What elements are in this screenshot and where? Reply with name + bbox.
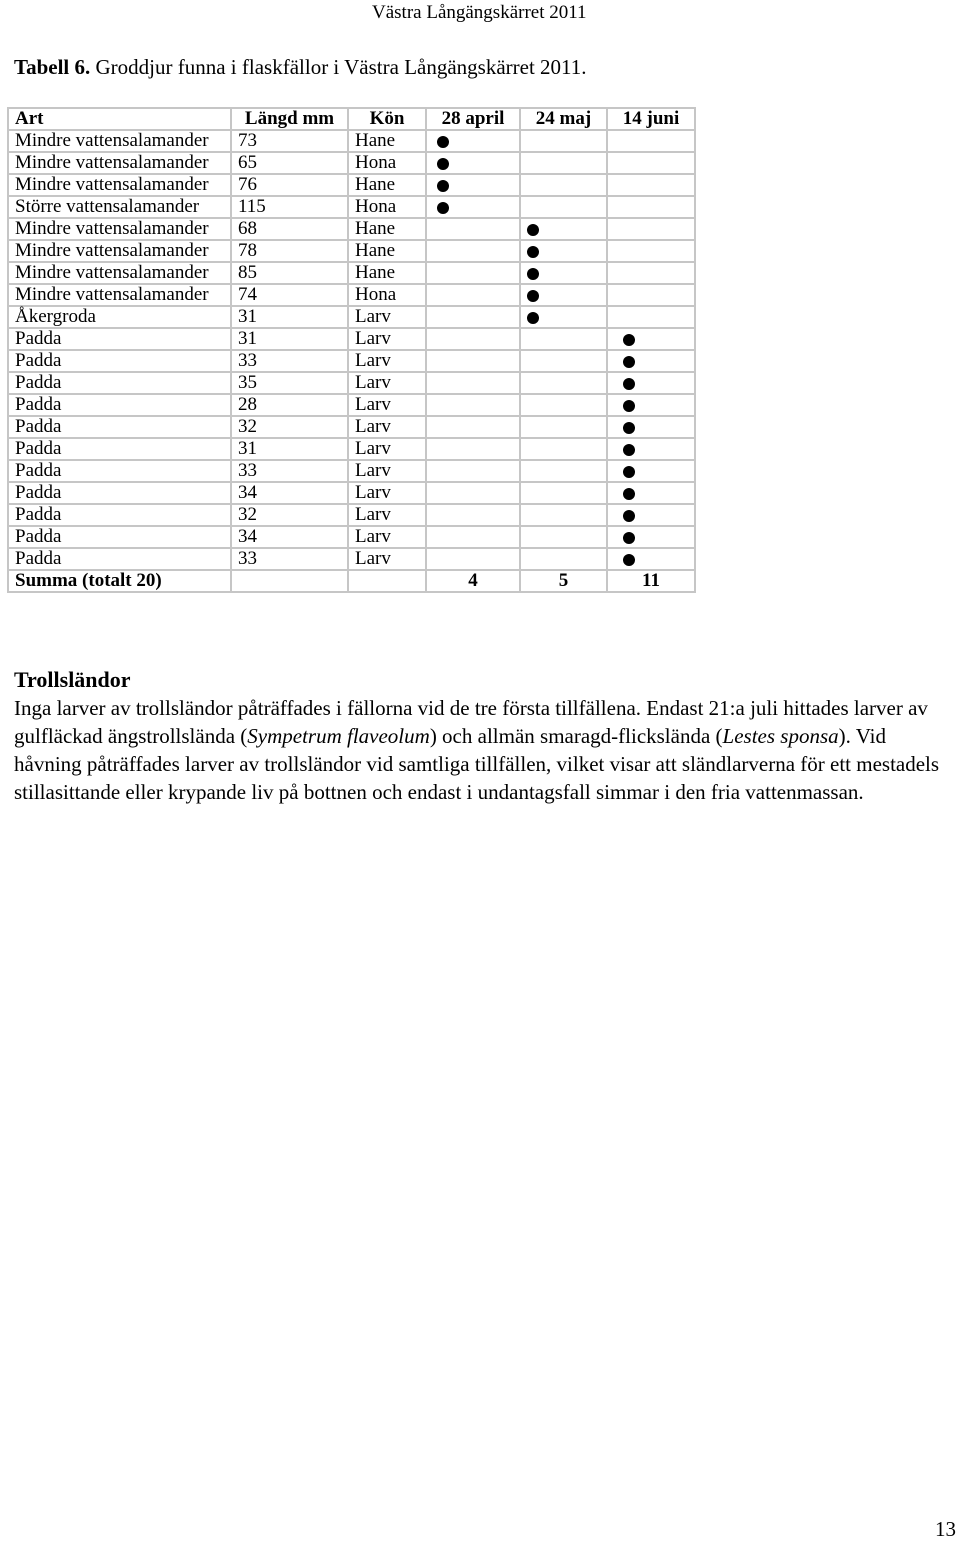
cell-sex: Larv [348, 504, 426, 526]
cell-sex: Hane [348, 262, 426, 284]
table-row [8, 262, 695, 284]
found-dot-icon [623, 378, 635, 390]
cell-occurrence [520, 504, 607, 526]
cell-occurrence [520, 394, 607, 416]
cell-art: Padda [8, 526, 231, 548]
found-dot-icon [437, 202, 449, 214]
cell-occurrence [607, 152, 695, 174]
cell-art: Padda [8, 350, 231, 372]
found-dot-icon [623, 400, 635, 412]
cell-length: 74 [231, 284, 348, 306]
cell-occurrence [607, 130, 695, 152]
section-heading: Trollsländor [14, 667, 131, 692]
cell-length: 31 [231, 306, 348, 328]
column-header-28-april: 28 april [426, 108, 520, 130]
cell-occurrence [426, 152, 520, 174]
cell-art: Padda [8, 504, 231, 526]
cell-occurrence [426, 218, 520, 240]
paragraph-text: ). Vid håvning påträffades larver av trollsländor vid samtliga tillfällen, vilket visar att sländlarverna för ett mestadels stillasittande eller krypande liv på bottnen och endast i undantagsfall simmar i den fria vattenmassan. [14, 724, 940, 804]
cell-occurrence [426, 196, 520, 218]
cell-art: Padda [8, 394, 231, 416]
table-row [8, 174, 695, 196]
cell-occurrence [520, 174, 607, 196]
table-row [8, 306, 695, 328]
cell-occurrence [607, 548, 695, 570]
found-dot-icon [623, 532, 635, 544]
cell-sex: Larv [348, 350, 426, 372]
cell-length: 33 [231, 460, 348, 482]
cell-length: 68 [231, 218, 348, 240]
cell-art: Mindre vattensalamander [8, 218, 231, 240]
cell-sex: Larv [348, 438, 426, 460]
table-row [8, 218, 695, 240]
cell-length: 32 [231, 416, 348, 438]
found-dot-icon [527, 312, 539, 324]
cell-length: 78 [231, 240, 348, 262]
cell-length: 76 [231, 174, 348, 196]
cell-occurrence [607, 438, 695, 460]
cell-occurrence [607, 240, 695, 262]
cell-sex: Larv [348, 306, 426, 328]
cell-occurrence [607, 262, 695, 284]
cell-occurrence [520, 152, 607, 174]
cell-length: 115 [231, 196, 348, 218]
cell-occurrence [520, 350, 607, 372]
cell-sex: Larv [348, 548, 426, 570]
cell-length: 65 [231, 152, 348, 174]
table-row [8, 196, 695, 218]
cell-sex: Larv [348, 328, 426, 350]
page-number: 13 [935, 1517, 956, 1541]
cell-occurrence [520, 196, 607, 218]
cell-length: 31 [231, 328, 348, 350]
cell-occurrence [426, 306, 520, 328]
table-row [8, 152, 695, 174]
summary-empty-sex [348, 570, 426, 592]
found-dot-icon [437, 136, 449, 148]
cell-length: 33 [231, 350, 348, 372]
cell-sex: Hane [348, 174, 426, 196]
cell-art: Mindre vattensalamander [8, 284, 231, 306]
cell-occurrence [607, 482, 695, 504]
cell-occurrence [426, 350, 520, 372]
found-dot-icon [437, 158, 449, 170]
cell-occurrence [426, 504, 520, 526]
table-row [8, 394, 695, 416]
cell-length: 85 [231, 262, 348, 284]
cell-occurrence [520, 130, 607, 152]
cell-sex: Hona [348, 152, 426, 174]
cell-art: Åkergroda [8, 306, 231, 328]
cell-occurrence [520, 526, 607, 548]
cell-sex: Larv [348, 372, 426, 394]
cell-length: 28 [231, 394, 348, 416]
table-row [8, 438, 695, 460]
found-dot-icon [527, 268, 539, 280]
cell-length: 34 [231, 526, 348, 548]
column-header-length: Längd mm [231, 108, 348, 130]
caption-text: Groddjur funna i flaskfällor i Västra Långängskärret 2011. [90, 55, 587, 79]
body-paragraph [14, 694, 944, 806]
cell-occurrence [520, 482, 607, 504]
cell-occurrence [426, 328, 520, 350]
cell-occurrence [607, 372, 695, 394]
cell-length: 33 [231, 548, 348, 570]
found-dot-icon [527, 246, 539, 258]
cell-sex: Larv [348, 526, 426, 548]
cell-occurrence [607, 328, 695, 350]
table-row [8, 548, 695, 570]
summary-empty-length [231, 570, 348, 592]
cell-occurrence [607, 460, 695, 482]
table-row [8, 284, 695, 306]
summary-label: Summa (totalt 20) [8, 570, 231, 592]
cell-occurrence [520, 548, 607, 570]
cell-art: Padda [8, 328, 231, 350]
cell-art: Padda [8, 416, 231, 438]
cell-occurrence [607, 416, 695, 438]
cell-occurrence [607, 284, 695, 306]
table-caption [14, 55, 587, 80]
table-row [8, 504, 695, 526]
summary-total-28-april: 4 [426, 570, 520, 592]
column-header-art: Art [8, 108, 231, 130]
table-body [8, 130, 695, 570]
summary-total-14-juni: 11 [607, 570, 695, 592]
column-header-14-juni: 14 juni [607, 108, 695, 130]
cell-occurrence [426, 526, 520, 548]
species-name: Sympetrum flaveolum [247, 724, 430, 748]
cell-occurrence [426, 372, 520, 394]
cell-occurrence [607, 394, 695, 416]
found-dot-icon [623, 510, 635, 522]
table-row [8, 460, 695, 482]
table-row [8, 482, 695, 504]
cell-art: Padda [8, 438, 231, 460]
cell-sex: Larv [348, 416, 426, 438]
cell-occurrence [520, 372, 607, 394]
cell-occurrence [426, 130, 520, 152]
cell-occurrence [607, 306, 695, 328]
cell-occurrence [520, 284, 607, 306]
cell-art: Padda [8, 548, 231, 570]
cell-occurrence [426, 482, 520, 504]
cell-occurrence [607, 174, 695, 196]
cell-art: Padda [8, 372, 231, 394]
cell-occurrence [520, 438, 607, 460]
cell-occurrence [520, 416, 607, 438]
cell-occurrence [426, 416, 520, 438]
cell-occurrence [426, 548, 520, 570]
cell-occurrence [520, 240, 607, 262]
paragraph-text: Inga larver av trollsländor påträffades i fällorna vid de tre första tillfällena. Endast 21:a juli hittades larver av gulfläckad ängstrollslända ( [14, 696, 928, 748]
cell-art: Padda [8, 460, 231, 482]
found-dot-icon [527, 290, 539, 302]
paragraph-text: ) och allmän smaragd-flickslända ( [429, 724, 723, 748]
caption-label: Tabell 6. [14, 55, 91, 79]
found-dot-icon [527, 224, 539, 236]
found-dot-icon [623, 488, 635, 500]
cell-occurrence [607, 350, 695, 372]
found-dot-icon [623, 422, 635, 434]
summary-total-24-maj: 5 [520, 570, 607, 592]
cell-length: 32 [231, 504, 348, 526]
cell-occurrence [607, 196, 695, 218]
cell-length: 34 [231, 482, 348, 504]
cell-occurrence [607, 526, 695, 548]
found-dot-icon [623, 356, 635, 368]
summary-row [8, 570, 695, 592]
cell-occurrence [426, 284, 520, 306]
table-row [8, 350, 695, 372]
cell-sex: Larv [348, 394, 426, 416]
table-header-row [8, 108, 695, 130]
cell-occurrence [426, 438, 520, 460]
cell-sex: Larv [348, 460, 426, 482]
cell-sex: Hane [348, 218, 426, 240]
cell-length: 73 [231, 130, 348, 152]
cell-art: Mindre vattensalamander [8, 240, 231, 262]
cell-art: Mindre vattensalamander [8, 262, 231, 284]
cell-sex: Hona [348, 284, 426, 306]
cell-occurrence [607, 218, 695, 240]
cell-occurrence [426, 174, 520, 196]
cell-sex: Larv [348, 482, 426, 504]
found-dot-icon [623, 444, 635, 456]
running-header: Västra Långängskärret 2011 [372, 2, 587, 23]
cell-sex: Hane [348, 130, 426, 152]
cell-art: Mindre vattensalamander [8, 174, 231, 196]
found-dot-icon [623, 554, 635, 566]
cell-occurrence [520, 218, 607, 240]
cell-occurrence [520, 328, 607, 350]
table-row [8, 130, 695, 152]
cell-occurrence [607, 504, 695, 526]
cell-sex: Hane [348, 240, 426, 262]
column-header-sex: Kön [348, 108, 426, 130]
cell-occurrence [520, 262, 607, 284]
cell-length: 31 [231, 438, 348, 460]
table-row [8, 240, 695, 262]
cell-occurrence [520, 306, 607, 328]
column-header-24-maj: 24 maj [520, 108, 607, 130]
table-row [8, 372, 695, 394]
cell-art: Mindre vattensalamander [8, 130, 231, 152]
table-row [8, 526, 695, 548]
found-dot-icon [623, 466, 635, 478]
cell-art: Padda [8, 482, 231, 504]
table-row [8, 328, 695, 350]
cell-occurrence [426, 394, 520, 416]
cell-occurrence [426, 460, 520, 482]
cell-occurrence [520, 460, 607, 482]
found-dot-icon [437, 180, 449, 192]
cell-art: Större vattensalamander [8, 196, 231, 218]
cell-length: 35 [231, 372, 348, 394]
table-row [8, 416, 695, 438]
cell-sex: Hona [348, 196, 426, 218]
species-name: Lestes sponsa [722, 724, 839, 748]
cell-occurrence [426, 240, 520, 262]
amphibian-table [7, 107, 696, 593]
cell-art: Mindre vattensalamander [8, 152, 231, 174]
cell-occurrence [426, 262, 520, 284]
found-dot-icon [623, 334, 635, 346]
